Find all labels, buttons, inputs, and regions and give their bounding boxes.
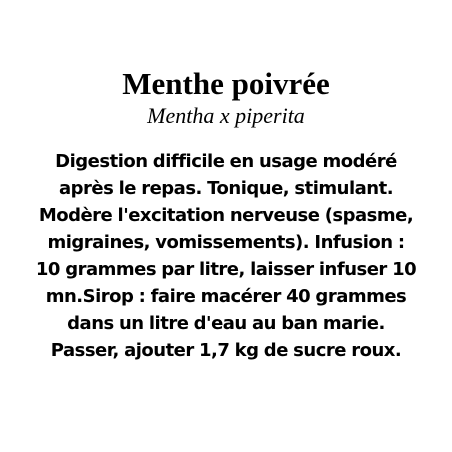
description-line: migraines, vomissements). Infusion : (47, 232, 405, 253)
latin-name-subtitle: Mentha x piperita (147, 103, 305, 128)
description-line: après le repas. Tonique, stimulant. (58, 178, 394, 199)
description-line: dans un litre d'eau au ban marie. (67, 313, 385, 334)
description-paragraph (16, 148, 436, 364)
description-line: 10 grammes par litre, laisser infuser 10 (35, 259, 417, 280)
page-title: Menthe poivrée (122, 66, 330, 101)
description-line: Modère l'excitation nerveuse (spasme, (38, 205, 414, 226)
description-line: Digestion difficile en usage modéré (55, 151, 397, 172)
description-line: Passer, ajouter 1,7 kg de sucre roux. (50, 340, 402, 361)
description-line: mn.Sirop : faire macérer 40 grammes (45, 286, 407, 307)
